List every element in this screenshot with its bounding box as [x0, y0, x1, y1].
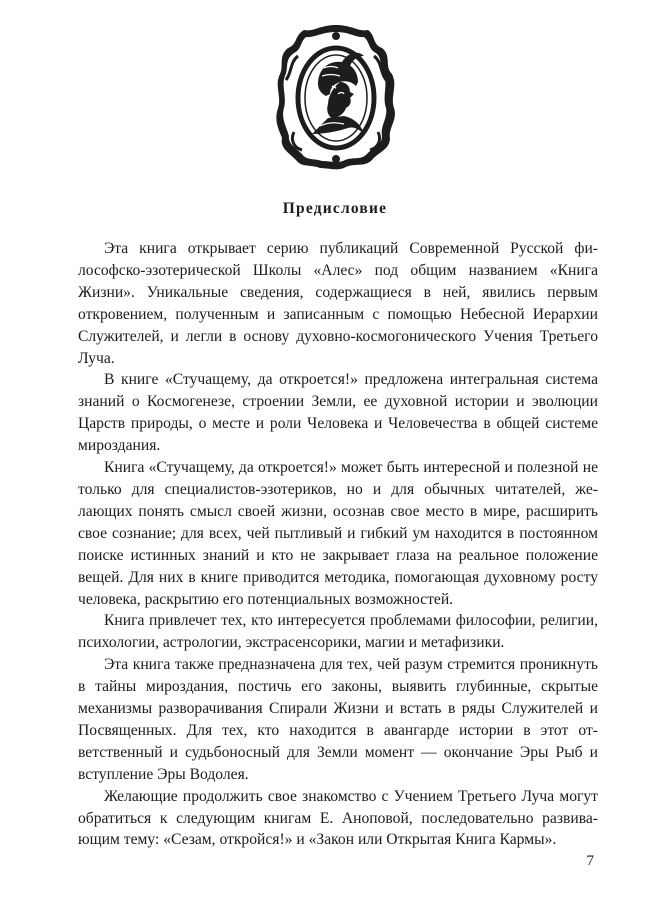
paragraph: Эта книга также предназначена для тех, чей разум стремится проникнуть в тайны мироздания, постичь его законы, выявить глубинные, скрытые механизмы разворачивания Спирали Жизни и встать в ряды Служителей и Посвященных. Для тех, кто находится в авангарде истории в этот ответственный и судьбоносный для Земли момент — окончание Эры Рыб и вступление Эры Водолея.	[78, 656, 598, 783]
paragraph: Книга «Стучащему, да откроется!» может быть интересной и полезной не только для специалистов-эзотериков, но и для обычных читателей, желающих понять смысл своей жизни, осознав свое место в мире, расширить свое сознание; для всех, чей пытливый и гибкий ум находится в постоянном поиске истинных знаний и кто не закрывает глаза на реальное положение вещей. Для них в книге приводится методика, помогающая духовному росту человека, раскрытию его потенциальных возможностей.	[78, 459, 598, 608]
paragraph: Желающие продолжить свое знакомство с Учением Третьего Луча могут обратиться к следующим книгам Е. Аноповой, последовательно развивающим тему: «Сезам, откройся!» и «Закон или Открытая Книга Кармы».	[78, 787, 598, 849]
paragraph: В книге «Стучащему, да откроется!» предложена интегральная система знаний о Космогенезе, строении Земли, ее духовной истории и эволюции Царств природы, о месте и роли Человека и Человечества в общей системе мироздания.	[78, 371, 598, 455]
paragraph: Книга привлечет тех, кто интересуется проблемами философии, религии, психологии, астрологии, экстрасенсорики, магии и метафизики.	[78, 612, 598, 652]
cameo-portrait-emblem-icon	[272, 22, 400, 172]
page-number: 7	[586, 853, 594, 869]
paragraph: Эта книга открывает серию публикаций Современной Русской философско-эзотерической Школы «Алес» под общим названием «Книга Жизни». Уникальные сведения, содержащиеся в ней, явились первым откровением, полученным и записанным с помощью Небесной Иерархии Служителей, и легли в основу духовно-космогонического Учения Третьего Луча.	[78, 240, 598, 367]
body-text	[78, 238, 598, 851]
page-title: Предисловие	[282, 200, 388, 217]
